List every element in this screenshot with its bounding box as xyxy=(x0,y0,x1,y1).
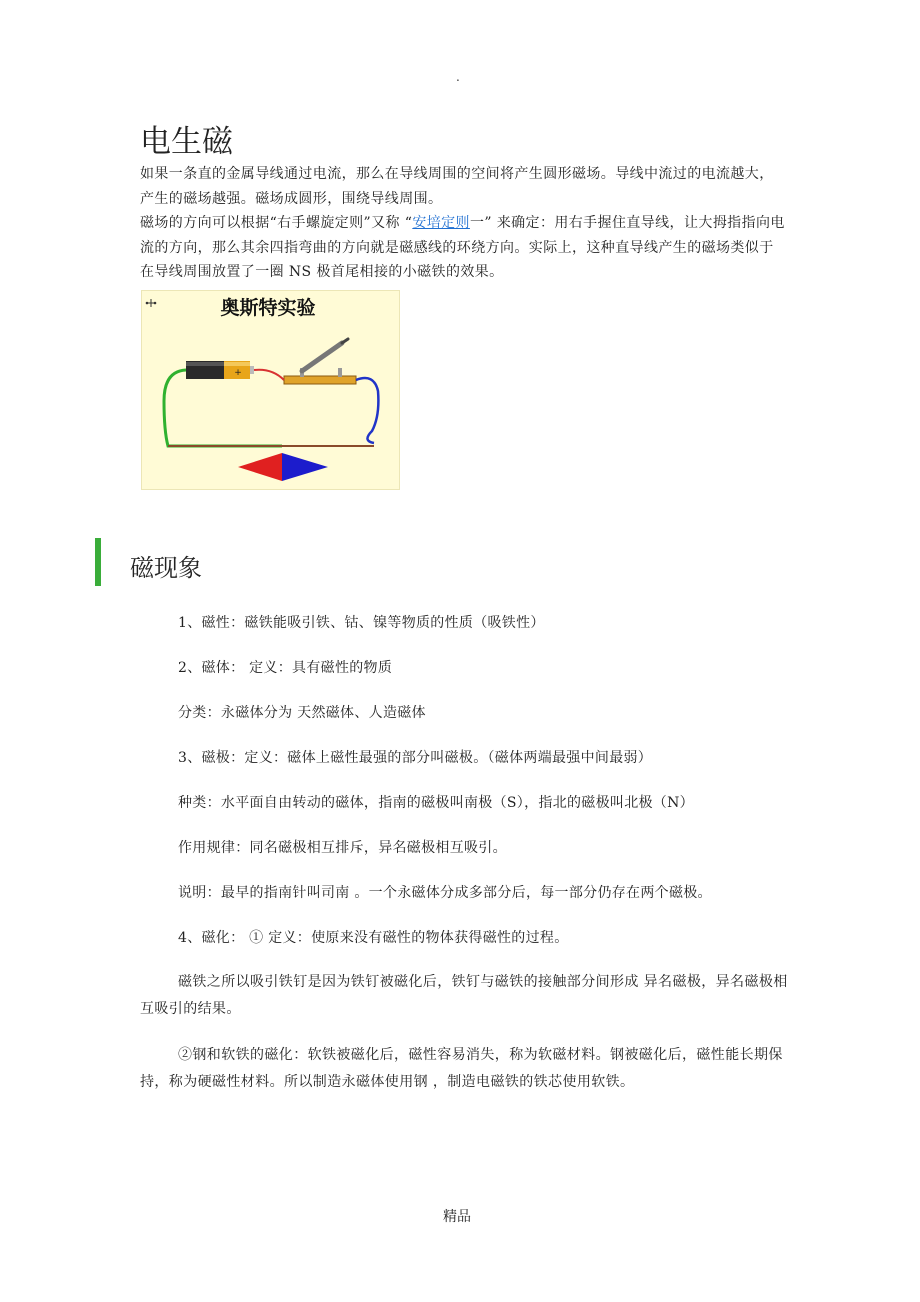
section-line: 分类：永磁体分为 天然磁体、人造磁体 xyxy=(178,705,426,721)
section-line: 2、磁体： 定义：具有磁性的物质 xyxy=(178,660,393,676)
red-wire xyxy=(254,370,284,380)
intro-paragraph-1: 如果一条直的金属导线通过电流，那么在导线周围的空间将产生圆形磁场。导线中流过的电流越大，产生的磁场越强。磁场成圆形，围绕导线周围。 xyxy=(140,166,774,207)
oersted-experiment-image xyxy=(141,290,400,490)
compass-needle xyxy=(238,453,328,481)
intro-p2-text-before: 磁场的方向可以根据“右手螺旋定则”又称 “ xyxy=(140,215,413,231)
section-line: 作用规律：同名磁极相互排斥，异名磁极相互吸引。 xyxy=(178,840,507,856)
ampere-rule-link[interactable]: 安培定则 xyxy=(412,215,470,231)
svg-text:+: + xyxy=(234,368,242,378)
figure-heading: 奥斯特实验 xyxy=(220,297,316,319)
section-line: 3、磁极：定义：磁体上磁性最强的部分叫磁极。（磁体两端最强中间最弱） xyxy=(178,750,653,766)
battery xyxy=(186,361,254,379)
page-title: 电生磁 xyxy=(140,124,233,160)
section-title: 磁现象 xyxy=(130,554,202,582)
page-top-mark: . xyxy=(456,70,460,84)
blue-wire xyxy=(356,378,378,443)
section-line: 1、磁性：磁铁能吸引铁、钴、镍等物质的性质（吸铁性） xyxy=(178,615,545,631)
intro-paragraph-2 xyxy=(140,211,785,285)
section-accent-bar xyxy=(95,538,101,586)
steel-iron-paragraph: ②钢和软铁的磁化：软铁被磁化后，磁性容易消失，称为软磁材料。钢被磁化后，磁性能长期保持，称为硬磁性材料。所以制造永磁体使用钢 ，制造电磁铁的铁芯使用软铁。 xyxy=(140,1047,783,1090)
oersted-diagram xyxy=(142,291,399,489)
knife-switch xyxy=(284,339,356,384)
intro-p2-text-after: 一” 来确定：用右手握住直导线，让大拇指指向电流的方向，那么其余四指弯曲的方向就是磁感线的环绕方向。实际上，这种直导线产生的磁场类似于在导线周围放置了一圈 NS 极首尾相接的小磁铁的效果。 xyxy=(140,215,785,280)
page-footer: 精品 xyxy=(443,1209,471,1225)
section-line: 种类：水平面自由转动的磁体，指南的磁极叫南极（S），指北的磁极叫北极（N） xyxy=(178,795,694,811)
section-line: 4、磁化： ① 定义：使原来没有磁性的物体获得磁性的过程。 xyxy=(178,930,569,946)
move-cursor-icon xyxy=(146,299,156,307)
green-wire xyxy=(164,370,282,446)
magnetization-paragraph: 磁铁之所以吸引铁钉是因为铁钉被磁化后，铁钉与磁铁的接触部分间形成 异名磁极，异名磁极相互吸引的结果。 xyxy=(140,974,788,1017)
section-line: 说明：最早的指南针叫司南 。一个永磁体分成多部分后，每一部分仍存在两个磁极。 xyxy=(178,885,712,901)
